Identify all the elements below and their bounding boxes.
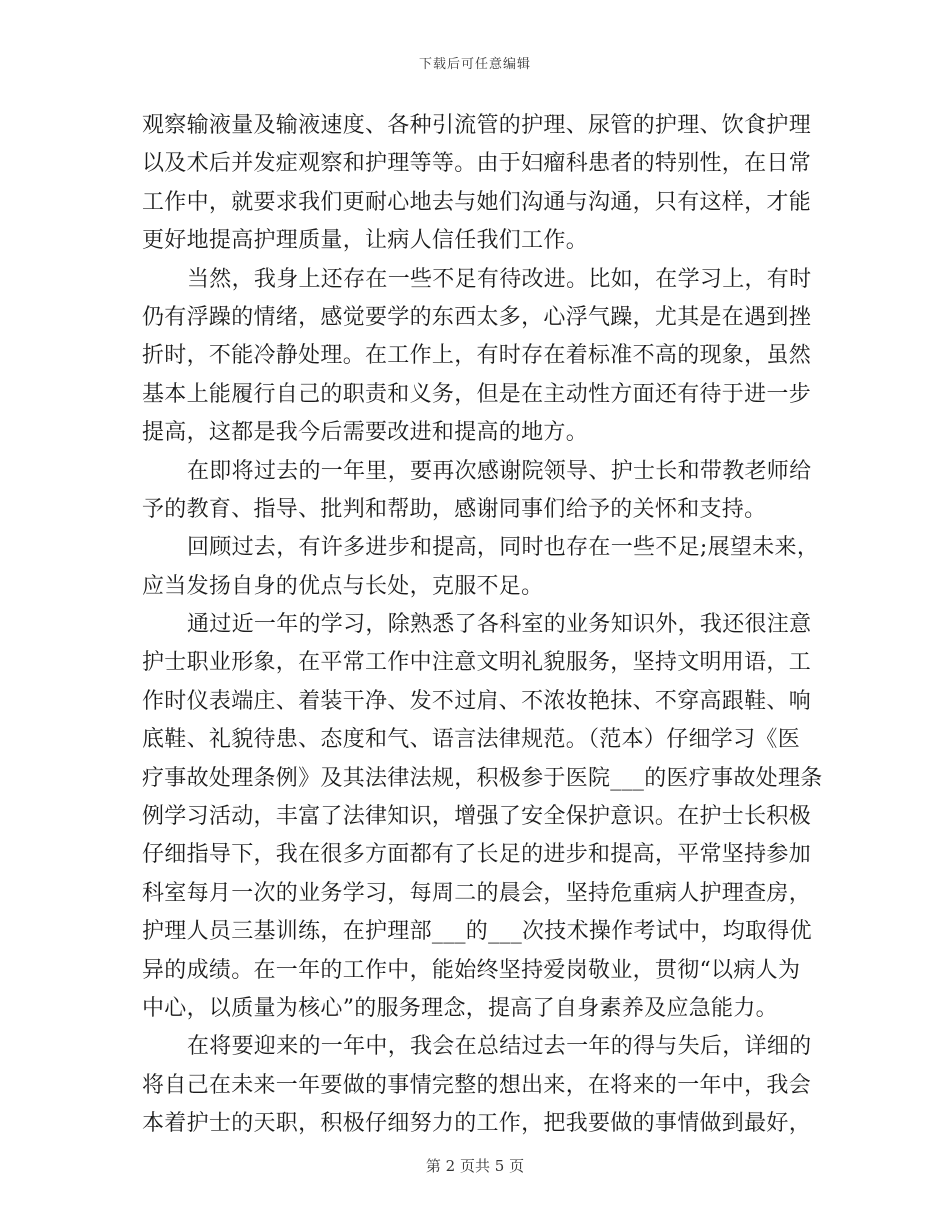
text-line: 疗事故处理条例》及其法律法规，积极参于医院___的医疗事故处理条 xyxy=(142,765,823,791)
paragraph-first-line: 回顾过去，有许多进步和提高，同时也存在一些不足;展望未来， xyxy=(187,535,820,561)
paragraph-first-line: 当然，我身上还存在一些不足有待改进。比如，在学习上，有时 xyxy=(187,266,812,292)
text-line: 基本上能履行自己的职责和义务，但是在主动性方面还有待于进一步 xyxy=(142,381,812,407)
text-line: 例学习活动，丰富了法律知识，增强了安全保护意识。在护士长积极 xyxy=(142,804,812,830)
text-line: 以及术后并发症观察和护理等等。由于妇瘤科患者的特别性，在日常 xyxy=(142,151,812,177)
text-line: 折时，不能冷静处理。在工作上，有时存在着标准不高的现象，虽然 xyxy=(142,343,812,369)
text-line: 更好地提高护理质量，让病人信任我们工作。 xyxy=(142,228,589,254)
text-line: 底鞋、礼貌待患、态度和气、语言法律规范。（范本）仔细学习《医 xyxy=(142,727,801,753)
document-body xyxy=(142,107,823,1144)
text-line: 将自己在未来一年要做的事情完整的想出来，在将来的一年中，我会 xyxy=(142,1072,812,1098)
text-line: 提高，这都是我今后需要改进和提高的地方。 xyxy=(142,420,589,446)
paragraph-first-line: 在即将过去的一年里，要再次感谢院领导、护士长和带教老师给 xyxy=(187,458,812,484)
text-line: 仍有浮躁的情绪，感觉要学的东西太多，心浮气躁，尤其是在遇到挫 xyxy=(142,304,812,330)
page-number: 第 2 页共 5 页 xyxy=(425,1157,525,1175)
text-line: 本着护士的天职，积极仔细努力的工作，把我要做的事情做到最好， xyxy=(142,1111,812,1137)
text-line: 中心，以质量为核心”的服务理念，提高了自身素养及应急能力。 xyxy=(142,995,778,1021)
text-line: 异的成绩。在一年的工作中，能始终坚持爱岗敬业，贯彻“以病人为 xyxy=(142,957,801,983)
text-line: 观察输液量及输液速度、各种引流管的护理、尿管的护理、饮食护理 xyxy=(142,113,812,138)
text-line: 工作中，就要求我们更耐心地去与她们沟通与沟通，只有这样，才能 xyxy=(142,189,812,215)
paragraph-first-line: 在将要迎来的一年中，我会在总结过去一年的得与失后，详细的 xyxy=(187,1034,812,1060)
page-header: 下载后可任意编辑 xyxy=(418,57,531,72)
text-line: 护士职业形象，在平常工作中注意文明礼貌服务，坚持文明用语，工 xyxy=(142,650,812,676)
text-line: 应当发扬自身的优点与长处，克服不足。 xyxy=(142,573,544,599)
text-line: 予的教育、指导、批判和帮助，感谢同事们给予的关怀和支持。 xyxy=(142,496,767,522)
text-line: 仔细指导下，我在很多方面都有了长足的进步和提高，平常坚持参加 xyxy=(142,842,812,868)
paragraph-first-line: 通过近一年的学习，除熟悉了各科室的业务知识外，我还很注意 xyxy=(187,612,812,638)
text-line: 作时仪表端庄、着装干净、发不过肩、不浓妆艳抹、不穿高跟鞋、响 xyxy=(142,688,812,714)
text-line: 科室每月一次的业务学习，每周二的晨会，坚持危重病人护理查房， xyxy=(142,880,812,906)
text-line: 护理人员三基训练，在护理部___的___次技术操作考试中，均取得优 xyxy=(142,919,812,945)
